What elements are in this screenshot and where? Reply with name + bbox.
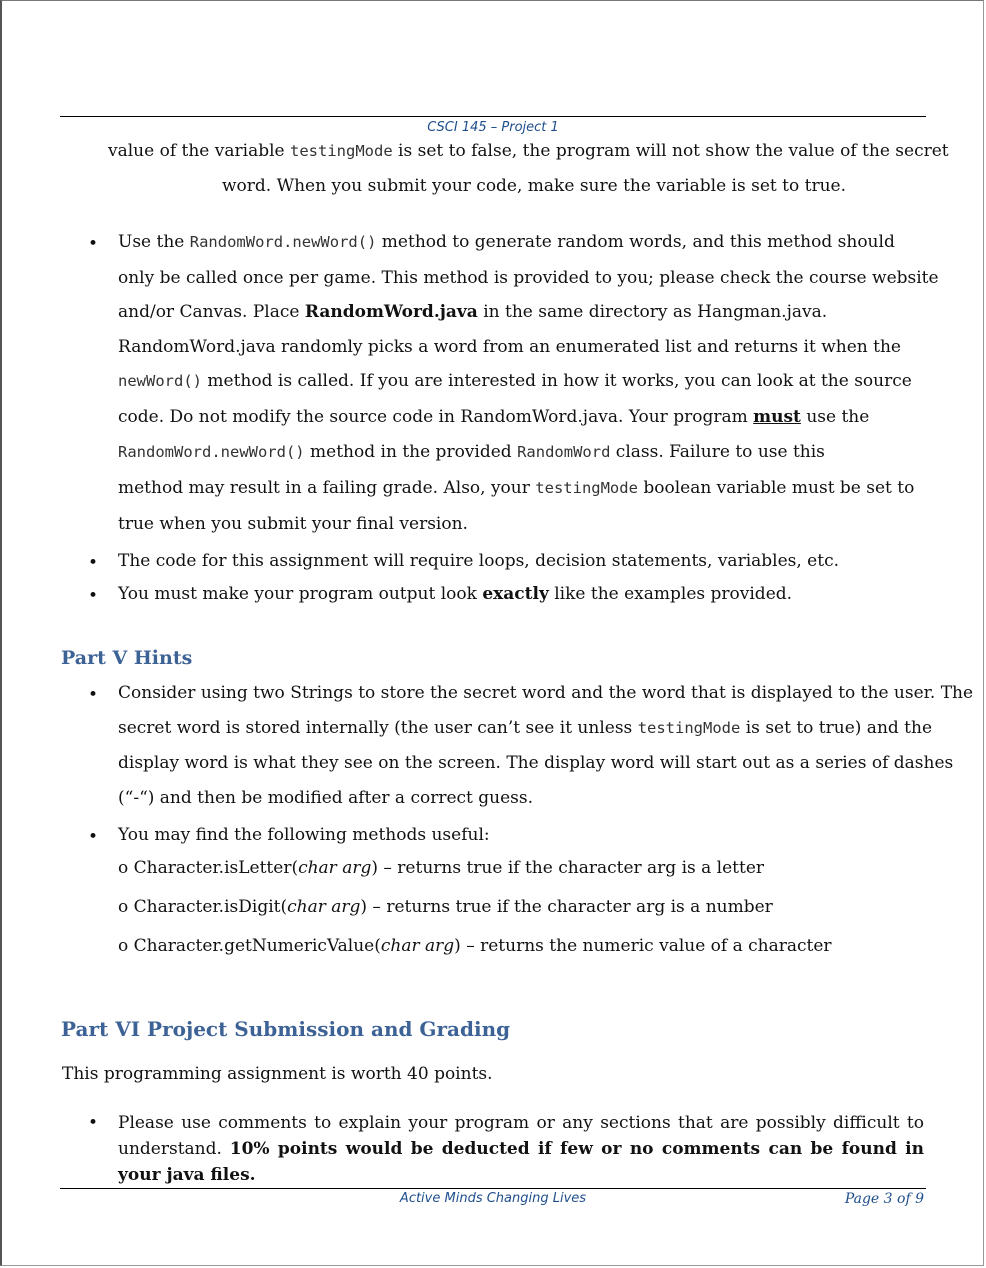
bullet-marker: • bbox=[88, 1113, 99, 1133]
header-title: CSCI 145 – Project 1 bbox=[427, 120, 559, 135]
part5-b1-line2: secret word is stored internally (the user can’t see it unless testingMode is set to true) and the bbox=[118, 718, 933, 738]
footer-tagline: Active Minds Changing Lives bbox=[399, 1191, 587, 1206]
part6-intro: This programming assignment is worth 40 points. bbox=[62, 1064, 493, 1084]
bullet1-line3: and/or Canvas. Place RandomWord.java in the same directory as Hangman.java. bbox=[118, 302, 828, 322]
bullet-marker: • bbox=[88, 685, 99, 705]
bullet-marker: • bbox=[88, 553, 99, 573]
bullet-marker: • bbox=[88, 234, 99, 254]
method-item: o Character.isDigit(char arg) – returns true if the character arg is a number bbox=[118, 897, 773, 917]
part5-heading: Part V Hints bbox=[61, 647, 193, 669]
top-para-line1: value of the variable testingMode is set to false, the program will not show the value of the secret bbox=[108, 141, 949, 161]
bullet1-line1: Use the RandomWord.newWord() method to generate random words, and this method should bbox=[118, 232, 895, 252]
bullet-marker: • bbox=[88, 827, 99, 847]
bullet-marker: • bbox=[88, 586, 99, 606]
bullet1-line4: RandomWord.java randomly picks a word from an enumerated list and returns it when the bbox=[118, 337, 901, 357]
sub-bullet-marker: o bbox=[118, 858, 129, 878]
bullet1-line7: RandomWord.newWord() method in the provided RandomWord class. Failure to use this bbox=[118, 442, 825, 462]
code-testingmode: testingMode bbox=[290, 142, 393, 160]
bullet1-line2: only be called once per game. This method is provided to you; please check the course website bbox=[118, 268, 939, 288]
method-item: o Character.getNumericValue(char arg) – returns the numeric value of a character bbox=[118, 936, 832, 956]
page-number: Page 3 of 9 bbox=[844, 1191, 924, 1207]
sub-bullet-marker: o bbox=[118, 897, 129, 917]
bullet1-line9: true when you submit your final version. bbox=[118, 514, 468, 534]
method-item: o Character.isLetter(char arg) – returns true if the character arg is a letter bbox=[118, 858, 765, 878]
bullet1-line6: code. Do not modify the source code in RandomWord.java. Your program must use the bbox=[118, 407, 870, 427]
part5-b2-text: You may find the following methods useful: bbox=[118, 825, 490, 845]
part5-b1-line3: display word is what they see on the screen. The display word will start out as a series of dashes bbox=[118, 753, 954, 773]
top-para-line2: word. When you submit your code, make sure the variable is set to true. bbox=[222, 176, 846, 196]
part6-heading: Part VI Project Submission and Grading bbox=[61, 1017, 511, 1041]
header-rule bbox=[60, 116, 926, 117]
footer-rule bbox=[60, 1188, 926, 1189]
part5-b1-line1: Consider using two Strings to store the secret word and the word that is displayed to the user. The bbox=[118, 683, 974, 703]
bullet1-line8: method may result in a failing grade. Also, your testingMode boolean variable must be set to bbox=[118, 478, 915, 498]
bullet1-line5: newWord() method is called. If you are interested in how it works, you can look at the source bbox=[118, 371, 912, 391]
bullet3-text: You must make your program output look exactly like the examples provided. bbox=[118, 584, 793, 604]
part5-b1-line4: (“-“) and then be modified after a correct guess. bbox=[118, 788, 534, 808]
sub-bullet-marker: o bbox=[118, 936, 129, 956]
part6-b1-text: Please use comments to explain your program or any sections that are possibly difficult to understand. 10% points would be deducted if few or no comments can be found in your java files. bbox=[118, 1113, 924, 1185]
bullet2-text: The code for this assignment will require loops, decision statements, variables, etc. bbox=[118, 551, 839, 571]
